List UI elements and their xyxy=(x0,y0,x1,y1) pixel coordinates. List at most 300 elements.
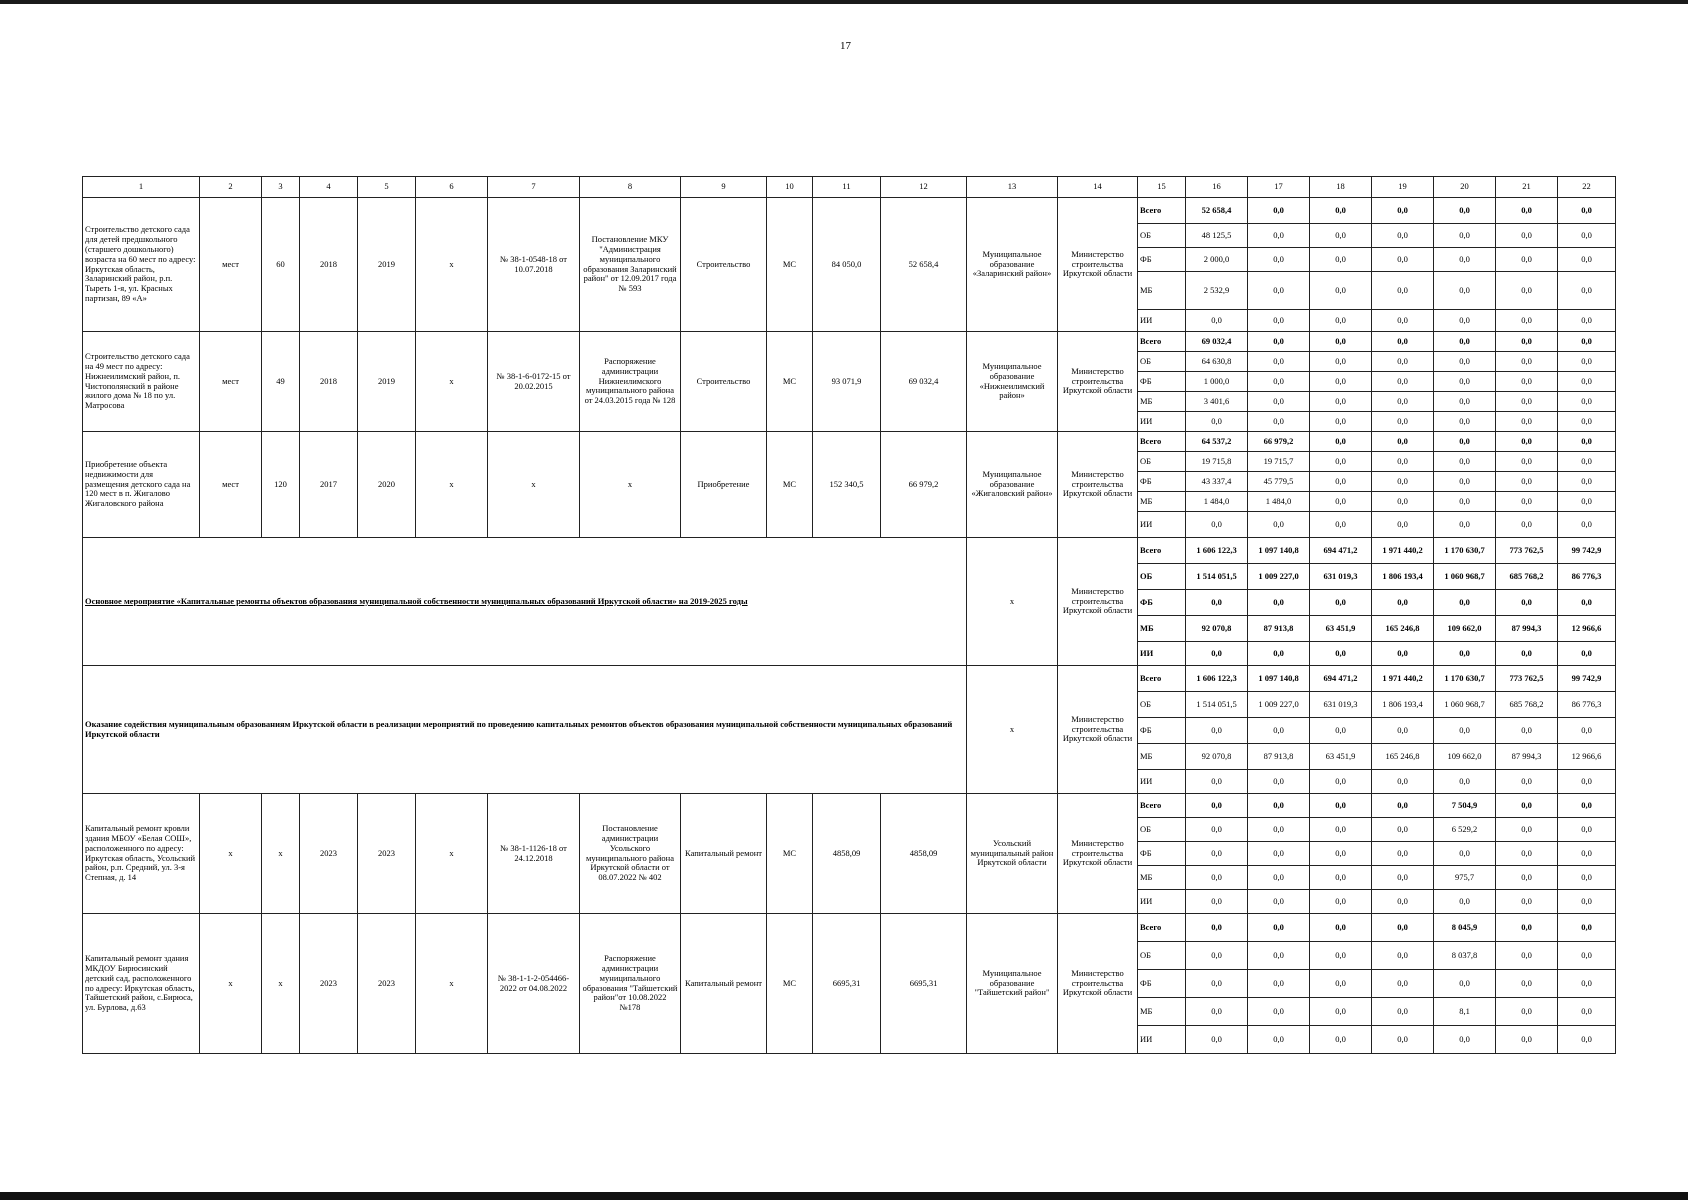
fund-source-label: МБ xyxy=(1138,272,1186,310)
header-cell: 14 xyxy=(1058,177,1138,198)
fund-value: 0,0 xyxy=(1310,198,1372,224)
fund-source-label: ФБ xyxy=(1138,472,1186,492)
fund-value: 0,0 xyxy=(1434,272,1496,310)
fund-value: 0,0 xyxy=(1496,794,1558,818)
object-c4: 2018 xyxy=(300,198,358,332)
fund-value: 0,0 xyxy=(1434,590,1496,616)
fund-source-label: ОБ xyxy=(1138,942,1186,970)
object-c8: Постановление администрации Усольского муниципального района Иркутской области от 08.07.2022 № 402 xyxy=(580,794,681,914)
fund-value: 0,0 xyxy=(1248,512,1310,538)
fund-source-label: ОБ xyxy=(1138,692,1186,718)
fund-value: 0,0 xyxy=(1558,890,1616,914)
fund-value: 66 979,2 xyxy=(1248,432,1310,452)
fund-value: 0,0 xyxy=(1558,842,1616,866)
object-c6: х xyxy=(416,198,488,332)
fund-value: 0,0 xyxy=(1310,310,1372,332)
fund-value: 0,0 xyxy=(1496,310,1558,332)
fund-value: 1 484,0 xyxy=(1248,492,1310,512)
fund-value: 0,0 xyxy=(1248,718,1310,744)
fund-value: 45 779,5 xyxy=(1248,472,1310,492)
fund-value: 0,0 xyxy=(1496,818,1558,842)
object-c7: № 38-1-1126-18 от 24.12.2018 xyxy=(488,794,580,914)
header-cell: 17 xyxy=(1248,177,1310,198)
fund-value: 0,0 xyxy=(1248,272,1310,310)
object-c7: № 38-1-0548-18 от 10.07.2018 xyxy=(488,198,580,332)
object-c2: мест xyxy=(200,432,262,538)
fund-value: 0,0 xyxy=(1248,372,1310,392)
fund-value: 1 514 051,5 xyxy=(1186,692,1248,718)
fund-value: 64 630,8 xyxy=(1186,352,1248,372)
object-c10: МС xyxy=(767,332,813,432)
fund-value: 52 658,4 xyxy=(1186,198,1248,224)
fund-source-label: Всего xyxy=(1138,432,1186,452)
fund-value: 0,0 xyxy=(1372,310,1434,332)
object-name: Строительство детского сада для детей предшкольного (старшего дошкольного) возраста на 60 мест по адресу: Иркутская область, Заларинский район, р.п. Тыреть 1-я, ул. Красных партизан, 89 «А» xyxy=(83,198,200,332)
fund-value: 63 451,9 xyxy=(1310,616,1372,642)
fund-value: 8 037,8 xyxy=(1434,942,1496,970)
fund-value: 87 994,3 xyxy=(1496,744,1558,770)
fund-value: 0,0 xyxy=(1434,198,1496,224)
fund-value: 1 170 630,7 xyxy=(1434,538,1496,564)
scan-edge-top xyxy=(0,0,1688,4)
fund-value: 694 471,2 xyxy=(1310,666,1372,692)
object-c5: 2019 xyxy=(358,332,416,432)
fund-value: 685 768,2 xyxy=(1496,564,1558,590)
fund-value: 0,0 xyxy=(1558,332,1616,352)
fund-value: 0,0 xyxy=(1310,432,1372,452)
fund-source-label: ФБ xyxy=(1138,718,1186,744)
object-c14: Министерство строительства Иркутской области xyxy=(1058,914,1138,1054)
object-c10: МС xyxy=(767,198,813,332)
object-c10: МС xyxy=(767,432,813,538)
object-c13: Муниципальное образование "Тайшетский район" xyxy=(967,914,1058,1054)
object-c14: Министерство строительства Иркутской области xyxy=(1058,332,1138,432)
fund-value: 86 776,3 xyxy=(1558,564,1616,590)
fund-value: 0,0 xyxy=(1310,718,1372,744)
fund-value: 0,0 xyxy=(1310,642,1372,666)
fund-value: 0,0 xyxy=(1372,198,1434,224)
fund-value: 0,0 xyxy=(1558,248,1616,272)
fund-source-label: Всего xyxy=(1138,666,1186,692)
object-c2: мест xyxy=(200,198,262,332)
fund-value: 0,0 xyxy=(1558,392,1616,412)
fund-value: 0,0 xyxy=(1496,452,1558,472)
event-title-text: Основное мероприятие «Капитальные ремонты объектов образования муниципальной собственности муниципальных образований Иркутской области» на 2019-2025 годы xyxy=(85,595,748,606)
header-cell: 13 xyxy=(967,177,1058,198)
fund-value: 1 606 122,3 xyxy=(1186,666,1248,692)
fund-value: 0,0 xyxy=(1310,890,1372,914)
fund-value: 0,0 xyxy=(1496,866,1558,890)
object-c9: Капитальный ремонт xyxy=(681,914,767,1054)
object-c12: 4858,09 xyxy=(881,794,967,914)
fund-source-label: ФБ xyxy=(1138,372,1186,392)
header-cell: 1 xyxy=(83,177,200,198)
fund-value: 0,0 xyxy=(1248,224,1310,248)
object-c5: 2019 xyxy=(358,198,416,332)
fund-value: 0,0 xyxy=(1372,392,1434,412)
fund-value: 19 715,8 xyxy=(1186,452,1248,472)
object-c11: 152 340,5 xyxy=(813,432,881,538)
fund-value: 0,0 xyxy=(1248,642,1310,666)
object-c14: Министерство строительства Иркутской области xyxy=(1058,198,1138,332)
fund-value: 0,0 xyxy=(1372,794,1434,818)
fund-source-label: Всего xyxy=(1138,332,1186,352)
fund-value: 0,0 xyxy=(1496,472,1558,492)
fund-value: 0,0 xyxy=(1496,492,1558,512)
fund-value: 0,0 xyxy=(1434,970,1496,998)
fund-value: 0,0 xyxy=(1372,770,1434,794)
object-c8: Распоряжение администрации Нижнеилимского муниципального района от 24.03.2015 года № 128 xyxy=(580,332,681,432)
fund-source-label: ИИ xyxy=(1138,890,1186,914)
fund-value: 685 768,2 xyxy=(1496,692,1558,718)
fund-value: 0,0 xyxy=(1186,890,1248,914)
fund-value: 0,0 xyxy=(1186,1026,1248,1054)
object-c5: 2023 xyxy=(358,794,416,914)
fund-value: 0,0 xyxy=(1248,970,1310,998)
fund-value: 0,0 xyxy=(1434,432,1496,452)
object-c7: № 38-1-6-0172-15 от 20.02.2015 xyxy=(488,332,580,432)
fund-value: 86 776,3 xyxy=(1558,692,1616,718)
object-c11: 93 071,9 xyxy=(813,332,881,432)
fund-source-label: ФБ xyxy=(1138,842,1186,866)
fund-value: 0,0 xyxy=(1248,198,1310,224)
fund-source-label: Всего xyxy=(1138,914,1186,942)
fund-value: 0,0 xyxy=(1186,590,1248,616)
fund-source-label: МБ xyxy=(1138,392,1186,412)
header-cell: 7 xyxy=(488,177,580,198)
budget-table xyxy=(82,176,1616,1054)
fund-value: 0,0 xyxy=(1248,998,1310,1026)
fund-value: 0,0 xyxy=(1434,842,1496,866)
fund-value: 0,0 xyxy=(1372,642,1434,666)
fund-value: 0,0 xyxy=(1310,452,1372,472)
header-cell: 8 xyxy=(580,177,681,198)
fund-value: 0,0 xyxy=(1434,718,1496,744)
header-cell: 21 xyxy=(1496,177,1558,198)
object-c11: 6695,31 xyxy=(813,914,881,1054)
fund-value: 0,0 xyxy=(1434,472,1496,492)
fund-value: 0,0 xyxy=(1434,642,1496,666)
fund-value: 0,0 xyxy=(1248,842,1310,866)
fund-value: 0,0 xyxy=(1186,866,1248,890)
fund-value: 0,0 xyxy=(1372,718,1434,744)
fund-value: 8,1 xyxy=(1434,998,1496,1026)
fund-value: 0,0 xyxy=(1496,352,1558,372)
fund-value: 0,0 xyxy=(1186,942,1248,970)
fund-value: 0,0 xyxy=(1496,942,1558,970)
object-c3: х xyxy=(262,794,300,914)
event-executor: х xyxy=(967,666,1058,794)
fund-value: 92 070,8 xyxy=(1186,744,1248,770)
fund-value: 0,0 xyxy=(1558,942,1616,970)
fund-value: 0,0 xyxy=(1310,942,1372,970)
object-c9: Строительство xyxy=(681,198,767,332)
header-cell: 9 xyxy=(681,177,767,198)
fund-source-label: ОБ xyxy=(1138,564,1186,590)
object-c9: Капитальный ремонт xyxy=(681,794,767,914)
fund-source-label: ИИ xyxy=(1138,642,1186,666)
fund-value: 0,0 xyxy=(1496,998,1558,1026)
fund-value: 0,0 xyxy=(1558,794,1616,818)
fund-value: 1 484,0 xyxy=(1186,492,1248,512)
table-row xyxy=(83,794,1616,818)
fund-value: 0,0 xyxy=(1310,472,1372,492)
fund-value: 0,0 xyxy=(1310,998,1372,1026)
fund-value: 0,0 xyxy=(1558,590,1616,616)
fund-value: 64 537,2 xyxy=(1186,432,1248,452)
object-c10: МС xyxy=(767,794,813,914)
fund-value: 0,0 xyxy=(1496,392,1558,412)
fund-value: 0,0 xyxy=(1496,590,1558,616)
fund-value: 0,0 xyxy=(1310,492,1372,512)
fund-value: 0,0 xyxy=(1248,818,1310,842)
fund-value: 0,0 xyxy=(1186,914,1248,942)
fund-value: 0,0 xyxy=(1558,472,1616,492)
fund-value: 694 471,2 xyxy=(1310,538,1372,564)
header-cell: 5 xyxy=(358,177,416,198)
fund-value: 0,0 xyxy=(1372,248,1434,272)
fund-value: 0,0 xyxy=(1310,914,1372,942)
fund-value: 1 514 051,5 xyxy=(1186,564,1248,590)
fund-value: 0,0 xyxy=(1372,590,1434,616)
fund-value: 0,0 xyxy=(1372,942,1434,970)
fund-value: 63 451,9 xyxy=(1310,744,1372,770)
fund-value: 773 762,5 xyxy=(1496,538,1558,564)
event-ministry: Министерство строительства Иркутской области xyxy=(1058,666,1138,794)
object-c13: Муниципальное образование «Заларинский район» xyxy=(967,198,1058,332)
fund-source-label: ИИ xyxy=(1138,310,1186,332)
fund-source-label: ИИ xyxy=(1138,1026,1186,1054)
fund-value: 0,0 xyxy=(1310,272,1372,310)
fund-value: 0,0 xyxy=(1186,512,1248,538)
object-c6: х xyxy=(416,332,488,432)
fund-value: 0,0 xyxy=(1186,970,1248,998)
fund-value: 0,0 xyxy=(1434,332,1496,352)
fund-value: 0,0 xyxy=(1310,332,1372,352)
fund-value: 0,0 xyxy=(1496,372,1558,392)
fund-source-label: Всего xyxy=(1138,198,1186,224)
fund-value: 0,0 xyxy=(1372,472,1434,492)
fund-value: 0,0 xyxy=(1372,372,1434,392)
object-name: Капитальный ремонт кровли здания МБОУ «Белая СОШ», расположенного по адресу: Иркутская область, Усольский район, р.п. Средний, ул. 3-я Степная, д. 14 xyxy=(83,794,200,914)
fund-value: 0,0 xyxy=(1310,590,1372,616)
header-cell: 22 xyxy=(1558,177,1616,198)
fund-value: 87 994,3 xyxy=(1496,616,1558,642)
fund-value: 0,0 xyxy=(1186,642,1248,666)
fund-value: 0,0 xyxy=(1372,412,1434,432)
fund-value: 0,0 xyxy=(1186,998,1248,1026)
header-cell: 10 xyxy=(767,177,813,198)
fund-value: 87 913,8 xyxy=(1248,744,1310,770)
event-title xyxy=(83,538,967,666)
object-c6: х xyxy=(416,914,488,1054)
fund-value: 0,0 xyxy=(1372,842,1434,866)
header-cell: 18 xyxy=(1310,177,1372,198)
fund-value: 0,0 xyxy=(1310,794,1372,818)
fund-value: 1 000,0 xyxy=(1186,372,1248,392)
fund-value: 0,0 xyxy=(1372,332,1434,352)
event-title-text: Оказание содействия муниципальным образованиям Иркутской области в реализации мероприятий по проведению капитальных ремонтов объектов образования муниципальной собственности муниципальных образований Иркутской области xyxy=(85,718,953,739)
fund-value: 0,0 xyxy=(1496,890,1558,914)
header-cell: 3 xyxy=(262,177,300,198)
fund-value: 1 097 140,8 xyxy=(1248,538,1310,564)
fund-value: 0,0 xyxy=(1310,970,1372,998)
object-c4: 2023 xyxy=(300,914,358,1054)
fund-value: 0,0 xyxy=(1434,372,1496,392)
fund-value: 0,0 xyxy=(1248,248,1310,272)
fund-source-label: Всего xyxy=(1138,794,1186,818)
fund-source-label: ФБ xyxy=(1138,248,1186,272)
fund-source-label: Всего xyxy=(1138,538,1186,564)
fund-value: 0,0 xyxy=(1248,590,1310,616)
fund-value: 0,0 xyxy=(1558,818,1616,842)
object-name: Капитальный ремонт здания МКДОУ Бирюсинский детский сад, расположенного по адресу: Иркутская область, Тайшетский район, с.Бирюса, ул. Бурлова, д.63 xyxy=(83,914,200,1054)
fund-value: 0,0 xyxy=(1310,1026,1372,1054)
fund-value: 1 060 968,7 xyxy=(1434,692,1496,718)
object-c13: Усольский муниципальный район Иркутской области xyxy=(967,794,1058,914)
header-cell: 4 xyxy=(300,177,358,198)
table-row xyxy=(83,914,1616,942)
fund-value: 0,0 xyxy=(1558,770,1616,794)
fund-value: 0,0 xyxy=(1434,224,1496,248)
object-c4: 2017 xyxy=(300,432,358,538)
fund-value: 0,0 xyxy=(1558,198,1616,224)
fund-value: 2 532,9 xyxy=(1186,272,1248,310)
fund-value: 48 125,5 xyxy=(1186,224,1248,248)
object-c9: Приобретение xyxy=(681,432,767,538)
fund-value: 0,0 xyxy=(1310,412,1372,432)
fund-value: 0,0 xyxy=(1496,970,1558,998)
fund-value: 1 971 440,2 xyxy=(1372,538,1434,564)
object-c3: 60 xyxy=(262,198,300,332)
fund-source-label: ИИ xyxy=(1138,412,1186,432)
header-cell: 12 xyxy=(881,177,967,198)
fund-value: 0,0 xyxy=(1434,1026,1496,1054)
fund-value: 0,0 xyxy=(1310,224,1372,248)
fund-source-label: ОБ xyxy=(1138,224,1186,248)
fund-value: 19 715,7 xyxy=(1248,452,1310,472)
fund-source-label: ОБ xyxy=(1138,352,1186,372)
object-name: Приобретение объекта недвижимости для размещения детского сада на 120 мест в п. Жигалово Жигаловского района xyxy=(83,432,200,538)
table-row xyxy=(83,666,1616,692)
fund-value: 0,0 xyxy=(1496,412,1558,432)
fund-value: 3 401,6 xyxy=(1186,392,1248,412)
fund-value: 0,0 xyxy=(1248,412,1310,432)
fund-value: 0,0 xyxy=(1248,310,1310,332)
fund-value: 0,0 xyxy=(1434,412,1496,432)
fund-value: 0,0 xyxy=(1496,198,1558,224)
object-c3: х xyxy=(262,914,300,1054)
fund-value: 7 504,9 xyxy=(1434,794,1496,818)
fund-value: 109 662,0 xyxy=(1434,616,1496,642)
fund-value: 0,0 xyxy=(1496,432,1558,452)
fund-source-label: ИИ xyxy=(1138,770,1186,794)
fund-value: 0,0 xyxy=(1558,224,1616,248)
fund-value: 0,0 xyxy=(1310,842,1372,866)
fund-value: 109 662,0 xyxy=(1434,744,1496,770)
fund-value: 631 019,3 xyxy=(1310,564,1372,590)
fund-value: 0,0 xyxy=(1248,942,1310,970)
fund-value: 0,0 xyxy=(1372,352,1434,372)
fund-source-label: ФБ xyxy=(1138,970,1186,998)
object-c14: Министерство строительства Иркутской области xyxy=(1058,432,1138,538)
object-c4: 2023 xyxy=(300,794,358,914)
fund-value: 0,0 xyxy=(1372,818,1434,842)
object-c4: 2018 xyxy=(300,332,358,432)
fund-value: 0,0 xyxy=(1186,794,1248,818)
fund-value: 0,0 xyxy=(1496,512,1558,538)
fund-value: 0,0 xyxy=(1434,310,1496,332)
fund-value: 165 246,8 xyxy=(1372,744,1434,770)
object-c5: 2023 xyxy=(358,914,416,1054)
object-c7: х xyxy=(488,432,580,538)
fund-value: 0,0 xyxy=(1496,248,1558,272)
fund-value: 0,0 xyxy=(1434,770,1496,794)
fund-value: 165 246,8 xyxy=(1372,616,1434,642)
fund-value: 0,0 xyxy=(1186,718,1248,744)
fund-value: 0,0 xyxy=(1310,372,1372,392)
fund-value: 0,0 xyxy=(1558,512,1616,538)
fund-value: 631 019,3 xyxy=(1310,692,1372,718)
fund-value: 0,0 xyxy=(1496,272,1558,310)
fund-value: 1 806 193,4 xyxy=(1372,564,1434,590)
header-cell: 20 xyxy=(1434,177,1496,198)
fund-value: 0,0 xyxy=(1372,432,1434,452)
fund-value: 0,0 xyxy=(1186,412,1248,432)
fund-value: 0,0 xyxy=(1434,890,1496,914)
object-c9: Строительство xyxy=(681,332,767,432)
fund-value: 0,0 xyxy=(1558,432,1616,452)
fund-value: 0,0 xyxy=(1558,998,1616,1026)
fund-value: 0,0 xyxy=(1372,512,1434,538)
object-c14: Министерство строительства Иркутской области xyxy=(1058,794,1138,914)
object-c12: 69 032,4 xyxy=(881,332,967,432)
object-c5: 2020 xyxy=(358,432,416,538)
fund-value: 975,7 xyxy=(1434,866,1496,890)
object-c11: 4858,09 xyxy=(813,794,881,914)
object-c8: Постановление МКУ "Администрация муниципального образования Заларинский район" от 12.09.2017 года № 593 xyxy=(580,198,681,332)
fund-value: 0,0 xyxy=(1496,1026,1558,1054)
fund-value: 99 742,9 xyxy=(1558,538,1616,564)
fund-value: 0,0 xyxy=(1434,512,1496,538)
object-c3: 120 xyxy=(262,432,300,538)
fund-value: 0,0 xyxy=(1558,352,1616,372)
fund-value: 99 742,9 xyxy=(1558,666,1616,692)
table-row xyxy=(83,538,1616,564)
object-c2: х xyxy=(200,914,262,1054)
fund-value: 0,0 xyxy=(1558,492,1616,512)
fund-value: 0,0 xyxy=(1496,842,1558,866)
fund-value: 0,0 xyxy=(1186,818,1248,842)
fund-value: 0,0 xyxy=(1372,224,1434,248)
fund-value: 43 337,4 xyxy=(1186,472,1248,492)
event-ministry: Министерство строительства Иркутской области xyxy=(1058,538,1138,666)
fund-value: 0,0 xyxy=(1310,770,1372,794)
fund-value: 1 971 440,2 xyxy=(1372,666,1434,692)
fund-value: 0,0 xyxy=(1248,770,1310,794)
fund-value: 0,0 xyxy=(1248,352,1310,372)
fund-value: 0,0 xyxy=(1496,770,1558,794)
fund-value: 0,0 xyxy=(1310,866,1372,890)
fund-source-label: ОБ xyxy=(1138,818,1186,842)
fund-value: 0,0 xyxy=(1558,310,1616,332)
object-c3: 49 xyxy=(262,332,300,432)
fund-value: 0,0 xyxy=(1310,392,1372,412)
fund-source-label: ФБ xyxy=(1138,590,1186,616)
object-c2: мест xyxy=(200,332,262,432)
fund-value: 1 170 630,7 xyxy=(1434,666,1496,692)
table-row xyxy=(83,198,1616,224)
